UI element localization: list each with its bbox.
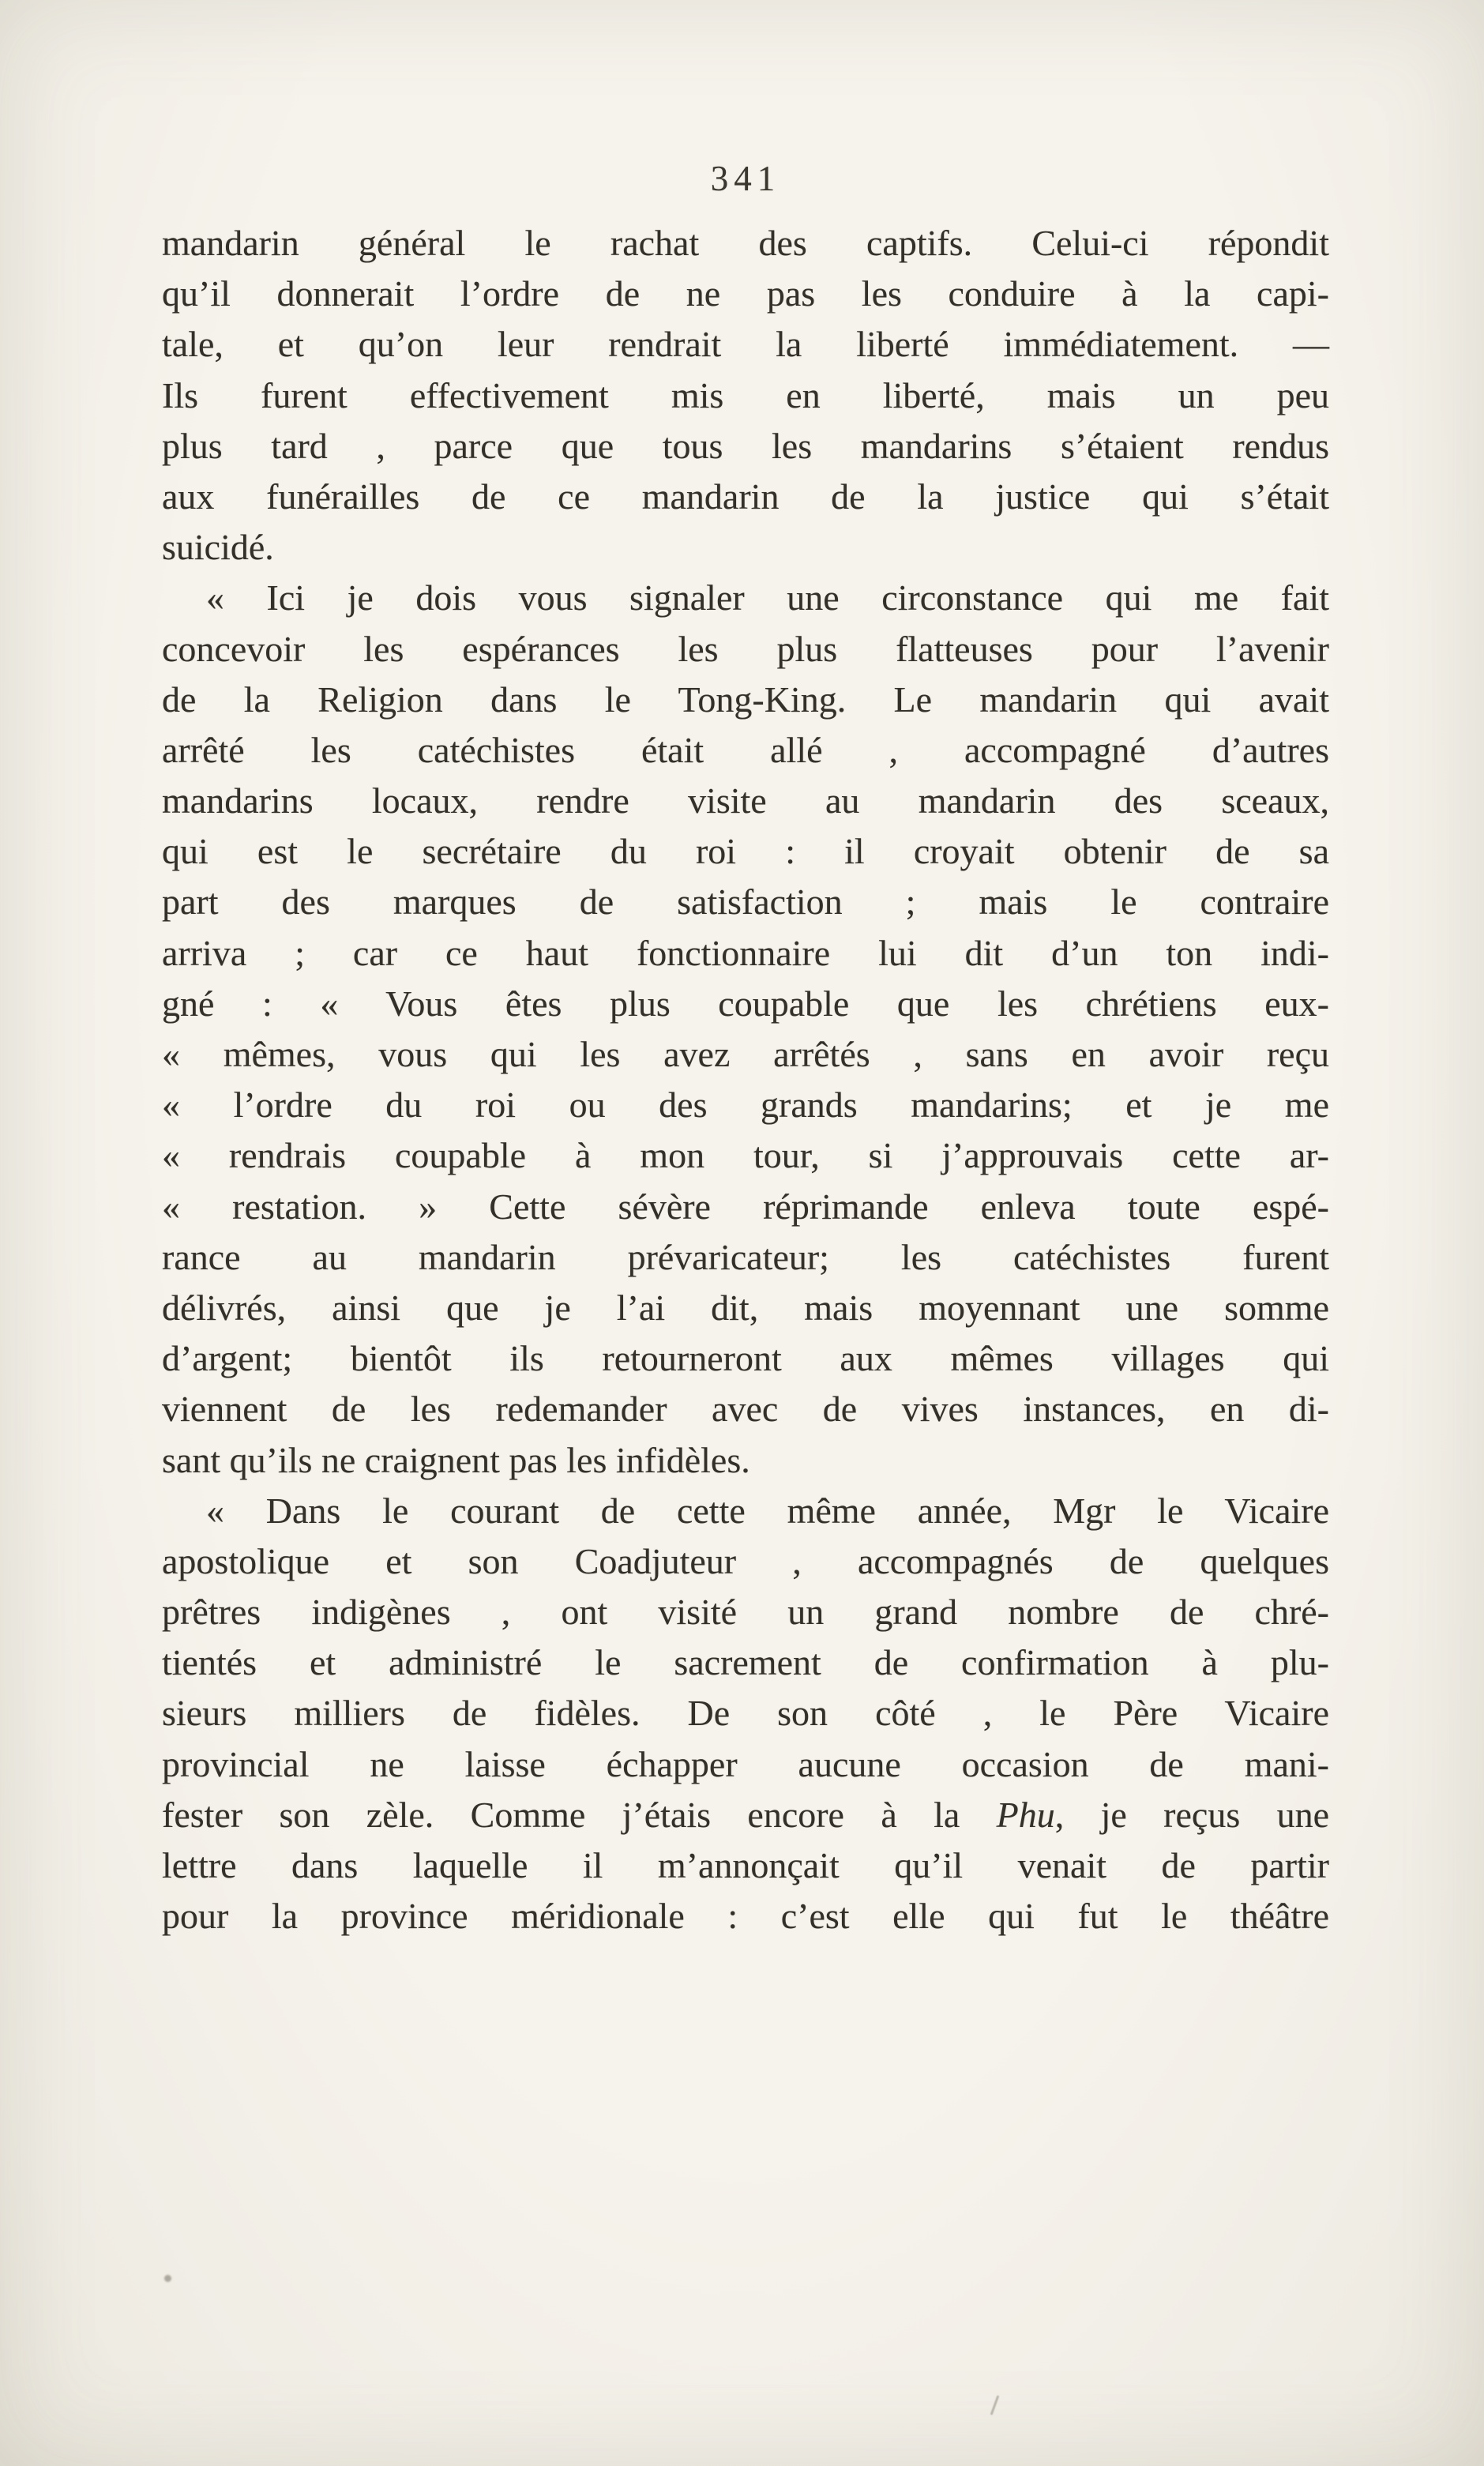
text-line: aux funérailles de ce mandarin de la justice qui s’était — [162, 476, 1329, 517]
text-line: suicidé. — [162, 527, 274, 568]
text-line: tale, et qu’on leur rendrait la liberté immédiatement. — — [162, 324, 1329, 365]
text-line: tientés et administré le sacrement de confirmation à plu- — [162, 1642, 1329, 1683]
text-line: « l’ordre du roi ou des grands mandarins; et je me — [162, 1085, 1329, 1126]
scan-speck — [990, 2395, 1000, 2415]
text-line: délivrés, ainsi que je l’ai dit, mais moyennant une somme — [162, 1287, 1329, 1328]
text-line: « restation. » Cette sévère réprimande enleva toute espé- — [162, 1186, 1329, 1227]
text-line: « Dans le courant de cette même année, Mgr le Vicaire — [206, 1490, 1329, 1531]
text-line: sieurs milliers de fidèles. De son côté , le Père Vicaire — [162, 1693, 1329, 1734]
text-line: « rendrais coupable à mon tour, si j’approuvais cette ar- — [162, 1135, 1329, 1176]
italic-word: Phu — [996, 1794, 1055, 1835]
text-line: concevoir les espérances les plus flatteuses pour l’avenir — [162, 628, 1329, 669]
text-line: gné : « Vous êtes plus coupable que les chrétiens eux- — [162, 983, 1329, 1024]
text-line: « mêmes, vous qui les avez arrêtés , sans en avoir reçu — [162, 1034, 1329, 1074]
text-line: de la Religion dans le Tong-King. Le mandarin qui avait — [162, 679, 1329, 720]
text-line: plus tard , parce que tous les mandarins s’étaient rendus — [162, 425, 1329, 466]
text-line: arriva ; car ce haut fonctionnaire lui dit d’un ton indi- — [162, 932, 1329, 973]
text-line: « Ici je dois vous signaler une circonstance qui me fait — [206, 577, 1329, 618]
page-number: 341 — [710, 159, 781, 198]
text-line: arrêté les catéchistes était allé , accompagné d’autres — [162, 729, 1329, 770]
text-line: part des marques de satisfaction ; mais le contraire — [162, 882, 1329, 923]
text-line: d’argent; bientôt ils retourneront aux mêmes villages qui — [162, 1338, 1329, 1379]
text-segment: fester son zèle. Comme j’étais encore à la — [162, 1794, 997, 1835]
text-line: provincial ne laisse échapper aucune occasion de mani- — [162, 1743, 1329, 1784]
text-line: prêtres indigènes , ont visité un grand nombre de chré- — [162, 1592, 1329, 1633]
text-line: rance au mandarin prévaricateur; les catéchistes furent — [162, 1236, 1329, 1277]
page-text — [162, 218, 1329, 1942]
text-line: mandarin général le rachat des captifs. Celui-ci répondit — [162, 223, 1329, 263]
scan-speck — [164, 2275, 171, 2282]
text-line: sant qu’ils ne craignent pas les infidèles. — [162, 1439, 750, 1480]
text-line: pour la province méridionale : c’est elle qui fut le théâtre — [162, 1896, 1329, 1937]
text-line: mandarins locaux, rendre visite au mandarin des sceaux, — [162, 780, 1329, 821]
text-line: viennent de les redemander avec de vives instances, en di- — [162, 1389, 1329, 1430]
text-line: qu’il donnerait l’ordre de ne pas les conduire à la capi- — [162, 273, 1329, 314]
text-line: qui est le secrétaire du roi : il croyait obtenir de sa — [162, 831, 1329, 872]
text-line — [162, 1790, 1329, 1840]
text-line: Ils furent effectivement mis en liberté, mais un peu — [162, 374, 1329, 415]
text-line: apostolique et son Coadjuteur , accompagnés de quelques — [162, 1540, 1329, 1581]
text-segment: , je reçus une — [1054, 1794, 1329, 1835]
text-line: lettre dans laquelle il m’annonçait qu’il venait de partir — [162, 1845, 1329, 1885]
